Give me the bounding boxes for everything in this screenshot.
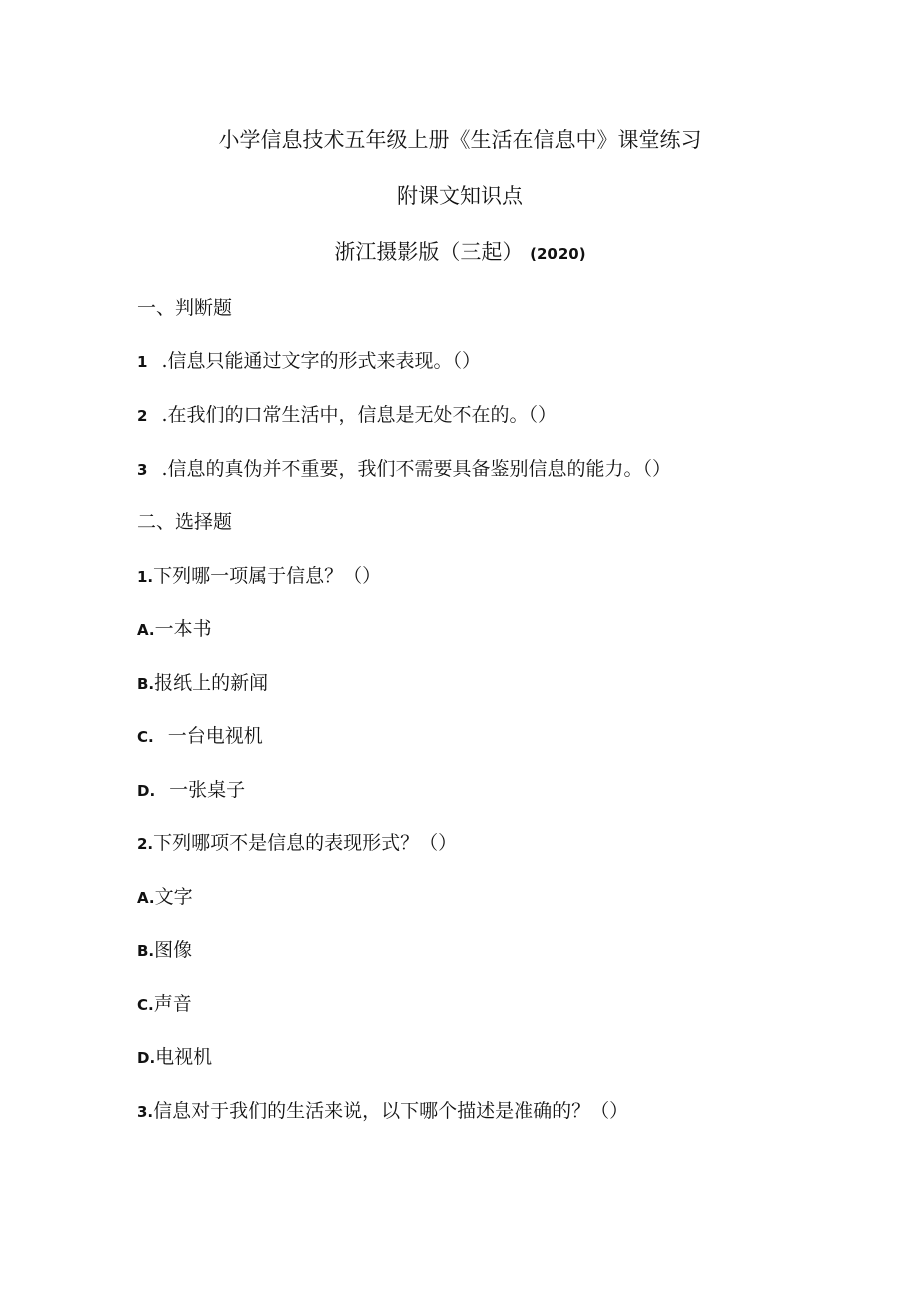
option-label: C. (137, 996, 154, 1014)
option-text: 一台电视机 (167, 725, 263, 747)
option-text: 电视机 (155, 1046, 213, 1068)
question-number: 2. (137, 835, 154, 853)
edition-year: (2020) (530, 245, 586, 263)
option-label: A. (137, 621, 155, 639)
judgment-item-2 (137, 401, 557, 430)
q2-option-d (137, 1043, 212, 1072)
document-edition (0, 238, 920, 268)
option-text: 图像 (154, 939, 193, 961)
document-subtitle: 附课文知识点 (397, 184, 523, 208)
item-number: 2 (137, 407, 148, 425)
option-label: D. (137, 1049, 156, 1067)
item-number: 1 (137, 353, 148, 371)
section-heading-choice: 二、选择题 (137, 511, 233, 533)
q1-option-d (137, 776, 245, 805)
judgment-item-1 (137, 347, 481, 376)
q2-option-a (137, 883, 193, 912)
q1-option-a (137, 615, 212, 644)
option-text: 声音 (153, 993, 192, 1015)
item-text: .信息只能通过文字的形式来表现。（） (161, 350, 481, 372)
option-label: A. (137, 889, 155, 907)
item-number: 3 (137, 461, 148, 479)
q2-option-b (137, 936, 192, 965)
q2-option-c (137, 990, 192, 1019)
question-number: 3. (137, 1103, 154, 1121)
choice-question-1 (137, 562, 381, 591)
option-label: B. (137, 942, 155, 960)
option-label: D. (137, 782, 156, 800)
option-label: C. (137, 728, 154, 746)
judgment-item-3 (137, 455, 671, 484)
option-text: 一本书 (154, 618, 212, 640)
question-text: 信息对于我们的生活来说，以下哪个描述是准确的？（） (153, 1100, 629, 1122)
item-text: .信息的真伪并不重要，我们不需要具备鉴别信息的能力。（） (161, 458, 671, 480)
question-number: 1. (137, 568, 154, 586)
item-text: .在我们的口常生活中，信息是无处不在的。（） (161, 404, 557, 426)
document-title: 小学信息技术五年级上册《生活在信息中》课堂练习 (218, 128, 702, 152)
choice-question-2 (137, 829, 457, 858)
q1-option-c (137, 722, 263, 751)
q1-option-b (137, 669, 268, 698)
option-label: B. (137, 675, 155, 693)
question-text: 下列哪一项属于信息？（） (153, 565, 382, 587)
option-text: 报纸上的新闻 (154, 672, 269, 694)
option-text: 一张桌子 (169, 779, 246, 801)
edition-name: 浙江摄影版（三起） (334, 240, 524, 264)
question-text: 下列哪项不是信息的表现形式？（） (153, 832, 458, 854)
choice-question-3 (137, 1097, 628, 1126)
option-text: 文字 (154, 886, 193, 908)
section-heading-judgment: 一、判断题 (137, 297, 233, 319)
